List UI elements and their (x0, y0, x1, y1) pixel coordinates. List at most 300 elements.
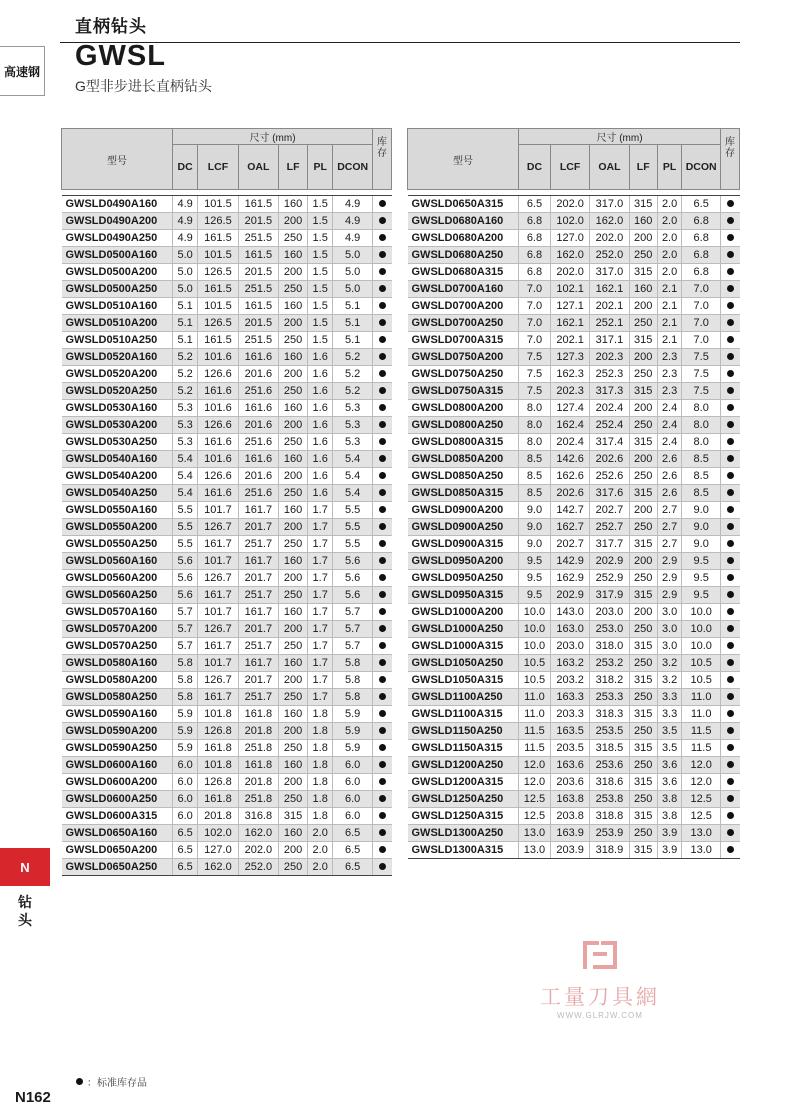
cell-dcon: 7.0 (682, 298, 721, 315)
cell-stock (721, 706, 740, 723)
cell-stock (721, 553, 740, 570)
cell-lf: 315 (629, 842, 657, 859)
cell-lcf: 163.0 (550, 621, 589, 638)
header-dc: DC (519, 145, 551, 190)
filled-dot-icon (379, 761, 386, 768)
cell-lcf: 101.7 (198, 655, 238, 672)
header-oal: OAL (238, 145, 278, 190)
cell-oal: 202.6 (590, 451, 629, 468)
cell-pl: 2.0 (308, 859, 333, 876)
table-row (62, 332, 392, 349)
cell-lf: 160 (279, 604, 308, 621)
cell-model: GWSLD0700A200 (408, 298, 519, 315)
cell-lf: 315 (629, 383, 657, 400)
cell-lf: 250 (629, 791, 657, 808)
cell-stock (373, 213, 392, 230)
table-row (62, 196, 392, 213)
cell-lf: 160 (279, 706, 308, 723)
cell-stock (721, 723, 740, 740)
cell-pl: 3.0 (657, 638, 682, 655)
cell-model: GWSLD0530A250 (62, 434, 173, 451)
cell-model: GWSLD0520A200 (62, 366, 173, 383)
header-dcon: DCON (333, 145, 373, 190)
cell-dcon: 9.5 (682, 570, 721, 587)
cell-oal: 201.7 (238, 519, 278, 536)
cell-stock (721, 281, 740, 298)
cell-model: GWSLD0600A250 (62, 791, 173, 808)
table-row (62, 417, 392, 434)
cell-stock (721, 587, 740, 604)
cell-stock (373, 383, 392, 400)
cell-dcon: 5.6 (333, 553, 373, 570)
cell-dc: 5.0 (173, 264, 198, 281)
cell-lf: 250 (629, 723, 657, 740)
cell-pl: 3.8 (657, 791, 682, 808)
cell-pl: 3.3 (657, 689, 682, 706)
table-row (408, 451, 740, 468)
table-row (62, 315, 392, 332)
cell-lf: 200 (629, 604, 657, 621)
table-row (62, 485, 392, 502)
cell-oal: 253.8 (590, 791, 629, 808)
cell-dcon: 5.9 (333, 723, 373, 740)
cell-stock (373, 808, 392, 825)
cell-model: GWSLD0680A250 (408, 247, 519, 264)
cell-stock (721, 434, 740, 451)
cell-oal: 201.6 (238, 417, 278, 434)
header-dc: DC (173, 145, 198, 190)
cell-stock (721, 230, 740, 247)
cell-dc: 7.5 (519, 366, 551, 383)
cell-stock (721, 247, 740, 264)
cell-oal: 161.8 (238, 757, 278, 774)
cell-dcon: 7.0 (682, 281, 721, 298)
filled-dot-icon (727, 659, 734, 666)
chapter-tab: N (0, 848, 50, 886)
table-row (408, 434, 740, 451)
filled-dot-icon (727, 421, 734, 428)
cell-lf: 250 (279, 791, 308, 808)
cell-oal: 251.5 (238, 230, 278, 247)
cell-dc: 5.5 (173, 536, 198, 553)
cell-pl: 1.7 (308, 502, 333, 519)
table-row (62, 859, 392, 876)
cell-dcon: 5.8 (333, 655, 373, 672)
cell-dc: 10.0 (519, 638, 551, 655)
cell-pl: 1.7 (308, 536, 333, 553)
cell-dc: 5.6 (173, 553, 198, 570)
cell-dcon: 5.4 (333, 451, 373, 468)
cell-stock (721, 400, 740, 417)
cell-oal: 253.6 (590, 757, 629, 774)
cell-dcon: 10.0 (682, 621, 721, 638)
filled-dot-icon (727, 404, 734, 411)
cell-lf: 200 (279, 774, 308, 791)
cell-lcf: 202.0 (550, 264, 589, 281)
cell-pl: 2.3 (657, 349, 682, 366)
cell-lcf: 126.7 (198, 570, 238, 587)
cell-dcon: 5.3 (333, 417, 373, 434)
cell-stock (721, 655, 740, 672)
cell-lf: 200 (279, 842, 308, 859)
cell-oal: 161.7 (238, 604, 278, 621)
cell-dc: 6.0 (173, 774, 198, 791)
table-row (408, 638, 740, 655)
cell-pl: 1.6 (308, 485, 333, 502)
header-lcf: LCF (198, 145, 238, 190)
cell-model: GWSLD0800A250 (408, 417, 519, 434)
filled-dot-icon (379, 370, 386, 377)
cell-oal: 202.1 (590, 298, 629, 315)
cell-dcon: 5.5 (333, 536, 373, 553)
cell-lcf: 101.5 (198, 298, 238, 315)
cell-oal: 201.7 (238, 672, 278, 689)
cell-dcon: 6.8 (682, 230, 721, 247)
cell-stock (373, 264, 392, 281)
cell-oal: 161.6 (238, 349, 278, 366)
cell-lf: 315 (629, 264, 657, 281)
cell-lcf: 101.5 (198, 247, 238, 264)
cell-stock (373, 315, 392, 332)
filled-dot-icon (379, 795, 386, 802)
cell-model: GWSLD0570A160 (62, 604, 173, 621)
cell-lf: 250 (629, 570, 657, 587)
table-row (62, 213, 392, 230)
cell-lf: 315 (629, 706, 657, 723)
cell-stock (373, 349, 392, 366)
filled-dot-icon (379, 625, 386, 632)
cell-lcf: 126.6 (198, 366, 238, 383)
cell-lcf: 101.8 (198, 757, 238, 774)
cell-model: GWSLD1100A250 (408, 689, 519, 706)
cell-lf: 250 (629, 757, 657, 774)
cell-pl: 2.4 (657, 417, 682, 434)
cell-model: GWSLD1250A250 (408, 791, 519, 808)
cell-lf: 200 (279, 519, 308, 536)
cell-lcf: 161.7 (198, 689, 238, 706)
cell-dcon: 5.2 (333, 383, 373, 400)
cell-pl: 1.5 (308, 247, 333, 264)
filled-dot-icon (379, 523, 386, 530)
cell-oal: 318.8 (590, 808, 629, 825)
cell-oal: 251.7 (238, 536, 278, 553)
cell-stock (721, 366, 740, 383)
cell-dcon: 5.9 (333, 740, 373, 757)
cell-pl: 1.5 (308, 196, 333, 213)
cell-dcon: 5.6 (333, 587, 373, 604)
cell-lcf: 101.5 (198, 196, 238, 213)
filled-dot-icon (379, 812, 386, 819)
cell-stock (721, 842, 740, 859)
cell-lf: 160 (279, 298, 308, 315)
cell-lf: 315 (629, 332, 657, 349)
filled-dot-icon (727, 200, 734, 207)
cell-oal: 201.7 (238, 570, 278, 587)
cell-model: GWSLD0600A160 (62, 757, 173, 774)
cell-dc: 9.0 (519, 519, 551, 536)
table-row (62, 519, 392, 536)
cell-dcon: 6.0 (333, 791, 373, 808)
cell-stock (373, 757, 392, 774)
header-stock: 库存 (721, 129, 740, 190)
cell-dc: 5.9 (173, 740, 198, 757)
cell-model: GWSLD1200A250 (408, 757, 519, 774)
cell-model: GWSLD0530A160 (62, 400, 173, 417)
filled-dot-icon (379, 438, 386, 445)
header-lf: LF (629, 145, 657, 190)
product-code: GWSL (75, 40, 166, 72)
cell-dcon: 6.5 (682, 196, 721, 213)
cell-stock (373, 536, 392, 553)
table-row (62, 298, 392, 315)
filled-dot-icon (727, 540, 734, 547)
cell-dc: 8.0 (519, 417, 551, 434)
cell-lcf: 202.0 (550, 196, 589, 213)
cell-dcon: 5.8 (333, 672, 373, 689)
cell-dcon: 5.1 (333, 298, 373, 315)
cell-lcf: 127.4 (550, 400, 589, 417)
cell-dcon: 4.9 (333, 196, 373, 213)
cell-dcon: 11.0 (682, 706, 721, 723)
cell-dc: 10.0 (519, 604, 551, 621)
cell-stock (373, 247, 392, 264)
cell-dc: 5.8 (173, 672, 198, 689)
table-row (62, 604, 392, 621)
cell-model: GWSLD0580A250 (62, 689, 173, 706)
cell-dc: 10.5 (519, 655, 551, 672)
cell-lf: 250 (279, 332, 308, 349)
cell-oal: 201.6 (238, 366, 278, 383)
cell-dc: 5.7 (173, 621, 198, 638)
filled-dot-icon (727, 353, 734, 360)
cell-dcon: 11.5 (682, 740, 721, 757)
cell-lcf: 163.2 (550, 655, 589, 672)
filled-dot-icon (727, 523, 734, 530)
cell-lcf: 126.8 (198, 774, 238, 791)
cell-lcf: 161.7 (198, 536, 238, 553)
cell-stock (721, 298, 740, 315)
cell-stock (373, 196, 392, 213)
cell-oal: 251.7 (238, 689, 278, 706)
cell-model: GWSLD0600A200 (62, 774, 173, 791)
cell-pl: 2.1 (657, 281, 682, 298)
cell-stock (373, 604, 392, 621)
filled-dot-icon (727, 370, 734, 377)
cell-dcon: 5.2 (333, 366, 373, 383)
cell-stock (373, 842, 392, 859)
cell-dc: 6.0 (173, 808, 198, 825)
cell-pl: 1.5 (308, 315, 333, 332)
cell-oal: 202.0 (238, 842, 278, 859)
cell-stock (721, 825, 740, 842)
filled-dot-icon (379, 574, 386, 581)
cell-lcf: 127.0 (198, 842, 238, 859)
cell-lcf: 161.6 (198, 485, 238, 502)
cell-stock (373, 417, 392, 434)
cell-dc: 8.5 (519, 485, 551, 502)
cell-oal: 203.0 (590, 604, 629, 621)
cell-dc: 5.1 (173, 298, 198, 315)
table-row (62, 247, 392, 264)
cell-model: GWSLD0650A160 (62, 825, 173, 842)
filled-dot-icon (727, 625, 734, 632)
table-row (62, 638, 392, 655)
cell-dc: 7.0 (519, 298, 551, 315)
cell-model: GWSLD0650A200 (62, 842, 173, 859)
cell-pl: 3.3 (657, 706, 682, 723)
cell-lcf: 142.6 (550, 451, 589, 468)
table-row (408, 400, 740, 417)
cell-model: GWSLD0580A200 (62, 672, 173, 689)
cell-dc: 6.5 (173, 842, 198, 859)
product-description: G型非步进长直柄钻头 (75, 78, 212, 94)
cell-lcf: 101.6 (198, 349, 238, 366)
cell-lcf: 126.7 (198, 519, 238, 536)
cell-lf: 200 (279, 621, 308, 638)
filled-dot-icon (379, 234, 386, 241)
cell-pl: 1.7 (308, 672, 333, 689)
cell-model: GWSLD0680A315 (408, 264, 519, 281)
filled-dot-icon (379, 829, 386, 836)
cell-lf: 250 (629, 655, 657, 672)
cell-model: GWSLD0560A200 (62, 570, 173, 587)
cell-lcf: 202.9 (550, 587, 589, 604)
header-lf: LF (279, 145, 308, 190)
table-row (408, 383, 740, 400)
filled-dot-icon (379, 353, 386, 360)
cell-model: GWSLD0700A315 (408, 332, 519, 349)
cell-stock (373, 706, 392, 723)
filled-dot-icon (727, 761, 734, 768)
cell-lf: 250 (629, 689, 657, 706)
cell-pl: 3.6 (657, 774, 682, 791)
cell-dcon: 9.0 (682, 502, 721, 519)
cell-model: GWSLD0590A250 (62, 740, 173, 757)
table-row (408, 655, 740, 672)
filled-dot-icon (727, 591, 734, 598)
spec-table-left (61, 128, 392, 876)
table-row (62, 536, 392, 553)
cell-oal: 202.9 (590, 553, 629, 570)
filled-dot-icon (379, 217, 386, 224)
cell-lcf: 126.5 (198, 213, 238, 230)
cell-dc: 5.5 (173, 502, 198, 519)
table-row (62, 706, 392, 723)
cell-dc: 9.0 (519, 536, 551, 553)
cell-dcon: 13.0 (682, 825, 721, 842)
cell-dcon: 6.0 (333, 757, 373, 774)
table-row (408, 536, 740, 553)
filled-dot-icon (379, 200, 386, 207)
cell-lcf: 101.7 (198, 502, 238, 519)
cell-pl: 3.5 (657, 723, 682, 740)
cell-pl: 3.8 (657, 808, 682, 825)
cell-dc: 7.5 (519, 349, 551, 366)
cell-model: GWSLD0650A315 (408, 196, 519, 213)
cell-lcf: 102.0 (550, 213, 589, 230)
table-row (62, 264, 392, 281)
filled-dot-icon (727, 557, 734, 564)
cell-lf: 200 (629, 502, 657, 519)
table-row (62, 366, 392, 383)
cell-dcon: 12.0 (682, 757, 721, 774)
cell-dc: 11.0 (519, 689, 551, 706)
cell-lf: 200 (629, 400, 657, 417)
cell-lcf: 101.8 (198, 706, 238, 723)
cell-lcf: 162.1 (550, 315, 589, 332)
filled-dot-icon (727, 251, 734, 258)
table-row (62, 502, 392, 519)
cell-stock (373, 366, 392, 383)
cell-lcf: 161.8 (198, 740, 238, 757)
filled-dot-icon (727, 302, 734, 309)
cell-lcf: 126.8 (198, 723, 238, 740)
filled-dot-icon (379, 659, 386, 666)
filled-dot-icon (727, 234, 734, 241)
cell-stock (721, 689, 740, 706)
cell-dc: 5.2 (173, 383, 198, 400)
cell-model: GWSLD0800A315 (408, 434, 519, 451)
filled-dot-icon (727, 217, 734, 224)
cell-model: GWSLD0540A200 (62, 468, 173, 485)
cell-dc: 5.5 (173, 519, 198, 536)
filled-dot-icon (379, 693, 386, 700)
cell-stock (721, 791, 740, 808)
cell-pl: 2.0 (657, 196, 682, 213)
cell-pl: 1.8 (308, 757, 333, 774)
cell-lf: 200 (279, 213, 308, 230)
table-row (62, 621, 392, 638)
cell-oal: 253.0 (590, 621, 629, 638)
cell-pl: 2.0 (657, 213, 682, 230)
filled-dot-icon (379, 863, 386, 870)
cell-model: GWSLD1050A315 (408, 672, 519, 689)
cell-lf: 160 (629, 213, 657, 230)
cell-lf: 315 (629, 196, 657, 213)
table-row (408, 468, 740, 485)
cell-model: GWSLD0490A160 (62, 196, 173, 213)
cell-stock (721, 672, 740, 689)
cell-lf: 250 (279, 281, 308, 298)
cell-stock (373, 451, 392, 468)
cell-lf: 160 (279, 825, 308, 842)
cell-pl: 2.7 (657, 519, 682, 536)
cell-lf: 250 (279, 859, 308, 876)
cell-oal: 252.0 (590, 247, 629, 264)
cell-pl: 1.6 (308, 434, 333, 451)
cell-dc: 11.5 (519, 740, 551, 757)
cell-dc: 6.0 (173, 791, 198, 808)
cell-oal: 251.7 (238, 638, 278, 655)
filled-dot-icon (379, 268, 386, 275)
cell-lcf: 161.7 (198, 638, 238, 655)
cell-model: GWSLD0550A160 (62, 502, 173, 519)
cell-dcon: 5.7 (333, 638, 373, 655)
table-row (408, 196, 740, 213)
cell-dc: 5.6 (173, 570, 198, 587)
cell-model: GWSLD0850A315 (408, 485, 519, 502)
cell-model: GWSLD0950A250 (408, 570, 519, 587)
watermark-url: WWW.GLRJW.COM (557, 1011, 643, 1020)
cell-pl: 2.0 (308, 825, 333, 842)
cell-pl: 1.8 (308, 791, 333, 808)
header-lcf: LCF (550, 145, 589, 190)
cell-lf: 315 (279, 808, 308, 825)
cell-lcf: 202.6 (550, 485, 589, 502)
cell-pl: 2.6 (657, 485, 682, 502)
cell-pl: 2.7 (657, 536, 682, 553)
cell-model: GWSLD0650A250 (62, 859, 173, 876)
